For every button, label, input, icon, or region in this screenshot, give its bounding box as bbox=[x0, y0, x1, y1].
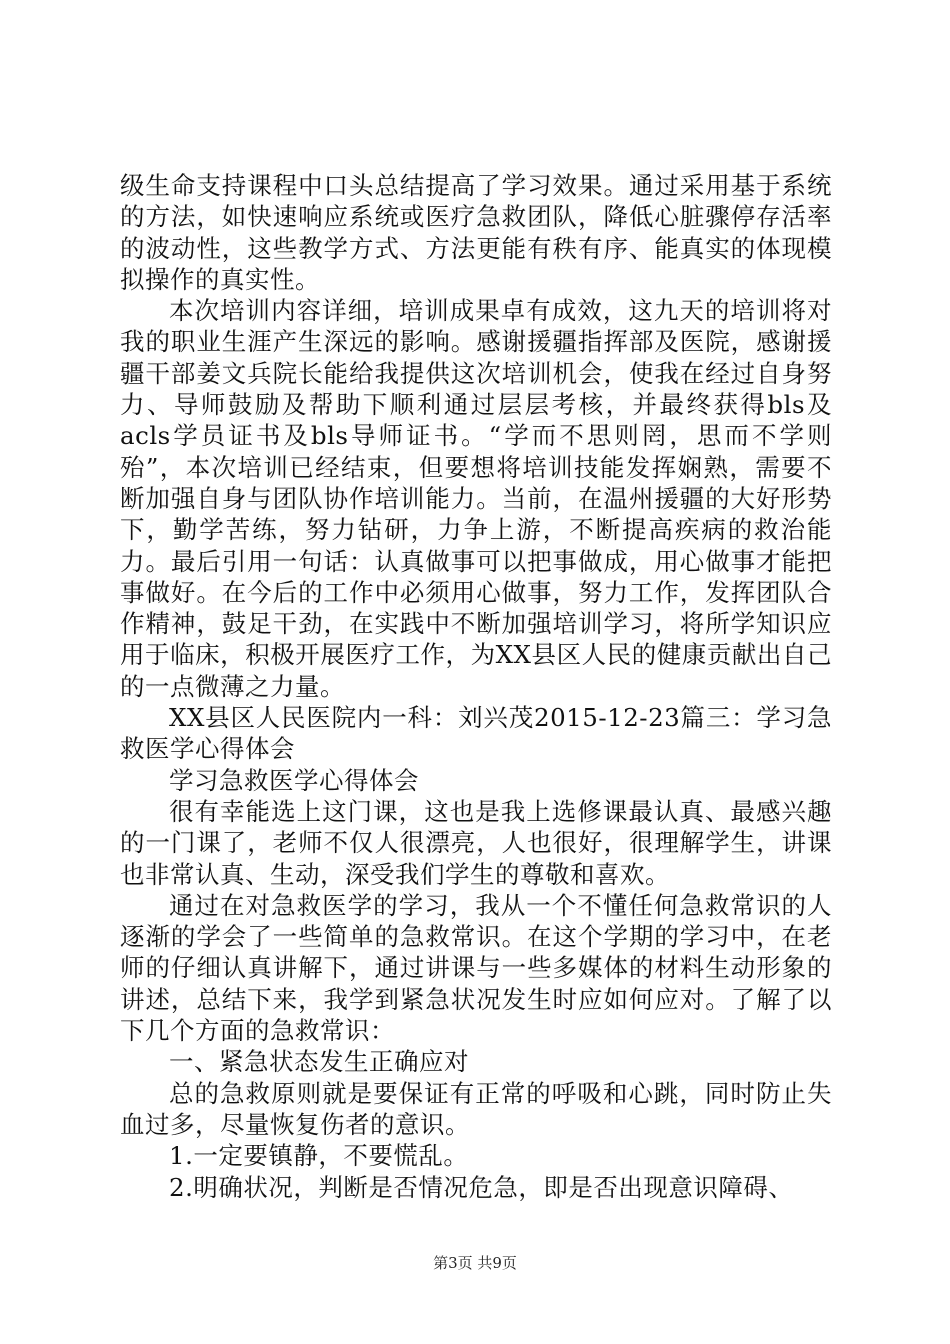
paragraph-9: 1.一定要镇静，不要慌乱。 bbox=[169, 1141, 469, 1171]
paragraph-6: 通过在对急救医学的学习，我从一个不懂任何急救常识的人逐渐的学会了一些简单的急救常识。在这个学期的学习中，在老师的仔细认真讲解下，通过讲课与一些多媒体的材料生动形象的讲述，总结下来，我学到紧急状况发生时应如何应对。了解了以下几个方面的急救常识： bbox=[120, 890, 832, 1046]
paragraph-10: 2.明确状况，判断是否情况危急，即是否出现意识障碍、 bbox=[169, 1172, 794, 1202]
paragraph-2: 本次培训内容详细，培训成果卓有成效，这九天的培训将对我的职业生涯产生深远的影响。感谢援疆指挥部及医院，感谢援疆干部姜文兵院长能给我提供这次培训机会，使我在经过自身努力、导师鼓励及帮助下顺利通过层层考核，并最终获得bls及acls学员证书及bls导师证书。“学而不思则罔，思而不学则殆”，本次培训已经结束，但要想将培训技能发挥娴熟，需要不断加强自身与团队协作培训能力。当前，在温州援疆的大好形势下，勤学苦练，努力钻研，力争上游，不断提高疾病的救治能力。最后引用一句话：认真做事可以把事做成，用心做事才能把事做好。在今后的工作中必须用心做事，努力工作，发挥团队合作精神，鼓足干劲，在实践中不断加强培训学习，将所学知识应用于临床，积极开展医疗工作，为XX县区人民的健康贡献出自己的一点微薄之力量。 bbox=[120, 296, 832, 701]
page-number-footer: 第3页 共9页 bbox=[433, 1254, 517, 1272]
paragraph-8: 总的急救原则就是要保证有正常的呼吸和心跳，同时防止失血过多，尽量恢复伤者的意识。 bbox=[120, 1078, 832, 1139]
paragraph-7: 一、紧急状态发生正确应对 bbox=[169, 1047, 469, 1077]
paragraph-5: 很有幸能选上这门课，这也是我上选修课最认真、最感兴趣的一门课了，老师不仅人很漂亮，人也很好，很理解学生，讲课也非常认真、生动，深受我们学生的尊敬和喜欢。 bbox=[120, 796, 832, 889]
paragraph-4: 学习急救医学心得体会 bbox=[169, 765, 419, 795]
paragraph-1: 级生命支持课程中口头总结提高了学习效果。通过采用基于系统的方法，如快速响应系统或医疗急救团队，降低心脏骤停存活率的波动性，这些教学方式、方法更能有秩有序、能真实的体现模拟操作的真实性。 bbox=[120, 171, 832, 294]
document-body bbox=[120, 170, 832, 1203]
paragraph-3: XX县区人民医院内一科：刘兴茂2015-12-23篇三：学习急救医学心得体会 bbox=[120, 703, 832, 764]
